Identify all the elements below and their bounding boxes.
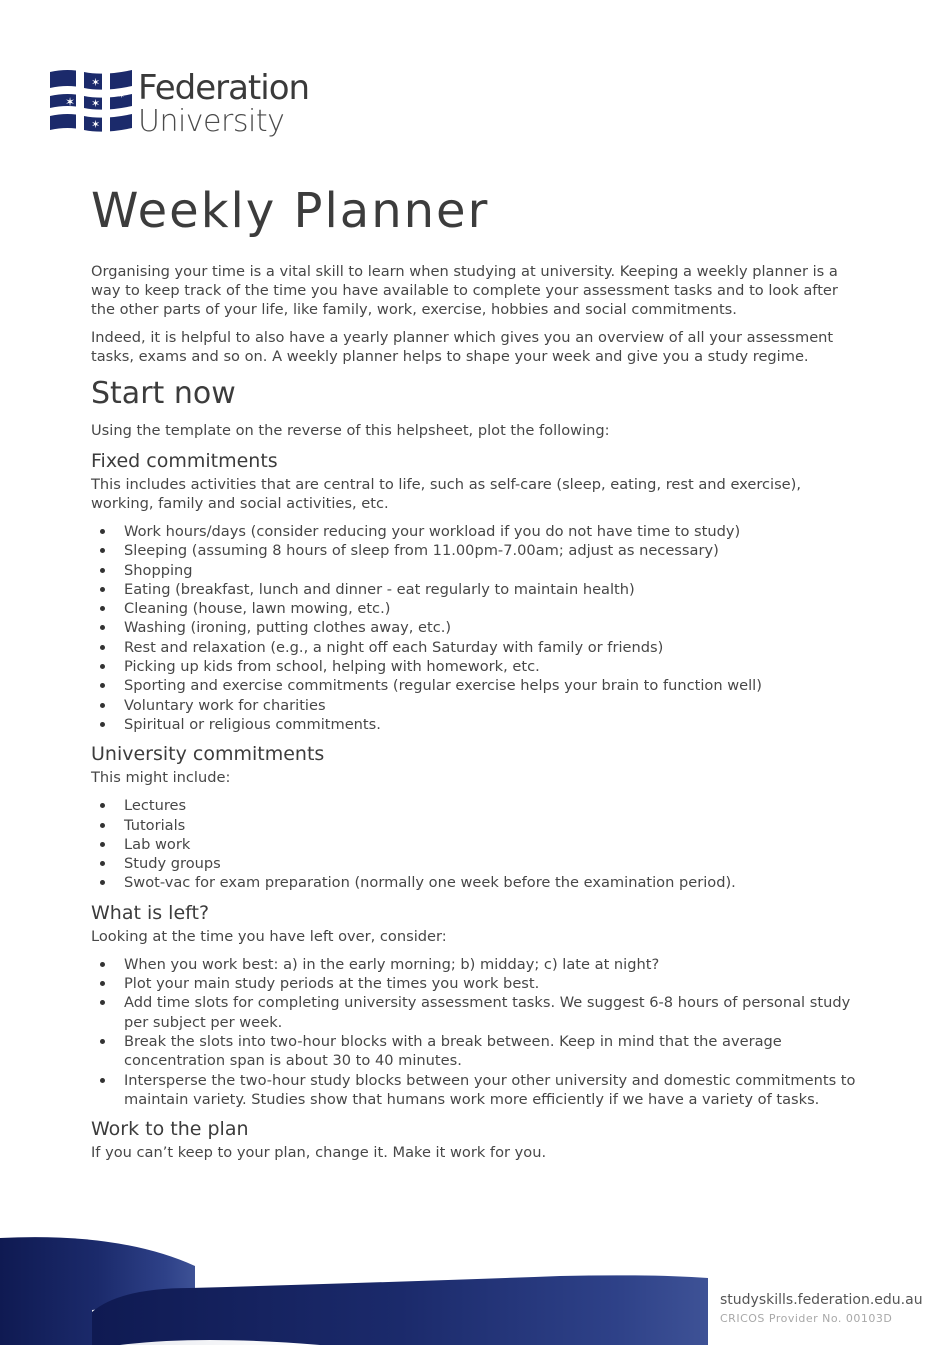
list-item	[124, 873, 866, 892]
list-item-text: Sleeping (assuming 8 hours of sleep from 11.00pm-7.00am; adjust as necessary)	[124, 542, 719, 560]
list-item	[124, 522, 866, 541]
bullet-icon	[100, 568, 105, 573]
document-content	[91, 180, 866, 1171]
intro-paragraph-2: Indeed, it is helpful to also have a yearly planner which gives you an overview of all your assessment tasks, exams and so on. A weekly planner helps to shape your week and give you a study regime.	[91, 329, 834, 365]
list-item	[124, 541, 866, 560]
list-item-text: Lectures	[124, 797, 187, 815]
list-item	[124, 835, 866, 854]
list-item-text: Work hours/days (consider reducing your workload if you do not have time to study)	[124, 523, 741, 540]
bullet-icon	[100, 548, 105, 553]
list-item-text: Shopping	[124, 561, 193, 579]
list-item-text: Plot your main study periods at the times you work best.	[124, 975, 540, 993]
fixed-commitments-heading: Fixed commitments	[91, 450, 278, 472]
intro-paragraph-1: Organising your time is a vital skill to learn when studying at university. Keeping a weekly planner is a way to keep track of the time you have available to complete your assessment tasks and to look after the other parts of your life, like family, work, exercise, hobbies and social commitments.	[91, 263, 838, 318]
list-item	[124, 1071, 866, 1110]
list-item-text: Rest and relaxation (e.g., a night off each Saturday with family or friends)	[124, 638, 664, 656]
svg-text:✶: ✶	[91, 118, 101, 131]
what-is-left-heading: What is left?	[91, 901, 210, 924]
list-item	[124, 599, 866, 618]
bullet-icon	[100, 606, 105, 611]
list-item-text: When you work best: a) in the early morning; b) midday; c) late at night?	[124, 955, 660, 973]
list-item-text: Picking up kids from school, helping with homework, etc.	[124, 658, 540, 676]
list-item	[124, 561, 866, 580]
list-item-text: Spiritual or religious commitments.	[124, 715, 381, 733]
list-item	[124, 657, 866, 676]
university-commitments-list	[91, 796, 866, 892]
bullet-icon	[100, 645, 105, 650]
bullet-icon	[100, 861, 105, 866]
list-item	[124, 993, 866, 1032]
start-now-text: Using the template on the reverse of this helpsheet, plot the following:	[91, 422, 610, 439]
bullet-icon	[100, 803, 105, 808]
what-is-left-list	[91, 955, 866, 1109]
list-item-text: Sporting and exercise commitments (regular exercise helps your brain to function well)	[124, 677, 762, 695]
logo-name: Federation	[138, 68, 310, 108]
list-item	[124, 974, 866, 993]
list-item-text: Add time slots for completing university assessment tasks. We suggest 6-8 hours of personal study per subject per week.	[124, 994, 851, 1031]
list-item	[124, 955, 866, 974]
start-now-heading: Start now	[91, 376, 236, 411]
list-item-text: Washing (ironing, putting clothes away, etc.)	[124, 619, 452, 637]
list-item	[124, 580, 866, 599]
list-item-text: Voluntary work for charities	[124, 696, 326, 714]
svg-text:✶: ✶	[65, 95, 76, 109]
list-item-text: Eating (breakfast, lunch and dinner - eat regularly to maintain health)	[124, 580, 635, 598]
bullet-icon	[100, 1000, 105, 1005]
list-item	[124, 618, 866, 637]
list-item-text: Break the slots into two-hour blocks with a break between. Keep in mind that the average concentration span is about 30 to 40 minutes.	[124, 1032, 782, 1070]
list-item	[124, 676, 866, 695]
footer-url: studyskills.federation.edu.au	[720, 1292, 923, 1308]
fixed-commitments-list	[91, 522, 866, 734]
footer-wave-graphic	[0, 1230, 710, 1345]
what-is-left-text: Looking at the time you have left over, consider:	[91, 927, 447, 945]
bullet-icon	[100, 842, 105, 847]
bullet-icon	[100, 625, 105, 630]
svg-text:✶: ✶	[91, 76, 101, 89]
bullet-icon	[100, 1078, 105, 1083]
logo-subname: University	[138, 104, 285, 139]
list-item	[124, 696, 866, 715]
bullet-icon	[100, 664, 105, 669]
svg-text:✶: ✶	[118, 91, 125, 100]
bullet-icon	[100, 683, 105, 688]
list-item	[124, 796, 866, 815]
bullet-icon	[100, 722, 105, 727]
bullet-icon	[100, 1039, 105, 1044]
bullet-icon	[100, 703, 105, 708]
bullet-icon	[100, 823, 105, 828]
bullet-icon	[100, 880, 105, 885]
work-to-plan-text: If you can’t keep to your plan, change it. Make it work for you.	[91, 1144, 547, 1162]
svg-text:✶: ✶	[91, 97, 101, 110]
fixed-commitments-text: This includes activities that are central to life, such as self-care (sleep, eating, rest and exercise), working, family and social activities, etc.	[91, 476, 801, 512]
list-item-text: Study groups	[124, 855, 221, 873]
university-commitments-text: This might include:	[91, 769, 231, 787]
list-item	[124, 1032, 866, 1071]
footer-cricos: CRICOS Provider No. 00103D	[720, 1312, 893, 1325]
list-item	[124, 816, 866, 835]
list-item-text: Intersperse the two-hour study blocks between your other university and domestic commitments to maintain variety. Studies show that humans work more efficiently if we have a variety of tasks.	[124, 1071, 856, 1108]
university-commitments-heading: University commitments	[91, 743, 325, 766]
list-item-text: Swot-vac for exam preparation (normally one week before the examination period).	[124, 874, 736, 892]
list-item	[124, 638, 866, 657]
list-item	[124, 854, 866, 873]
list-item-text: Tutorials	[124, 816, 186, 834]
work-to-plan-heading: Work to the plan	[91, 1118, 249, 1141]
bullet-icon	[100, 529, 105, 534]
list-item-text: Cleaning (house, lawn mowing, etc.)	[124, 600, 391, 618]
federation-university-logo	[48, 66, 338, 142]
list-item-text: Lab work	[124, 835, 191, 853]
page-title: Weekly Planner	[91, 183, 490, 239]
bullet-icon	[100, 587, 105, 592]
flag-logo-icon	[48, 66, 134, 138]
bullet-icon	[100, 981, 105, 986]
bullet-icon	[100, 962, 105, 967]
list-item	[124, 715, 866, 734]
